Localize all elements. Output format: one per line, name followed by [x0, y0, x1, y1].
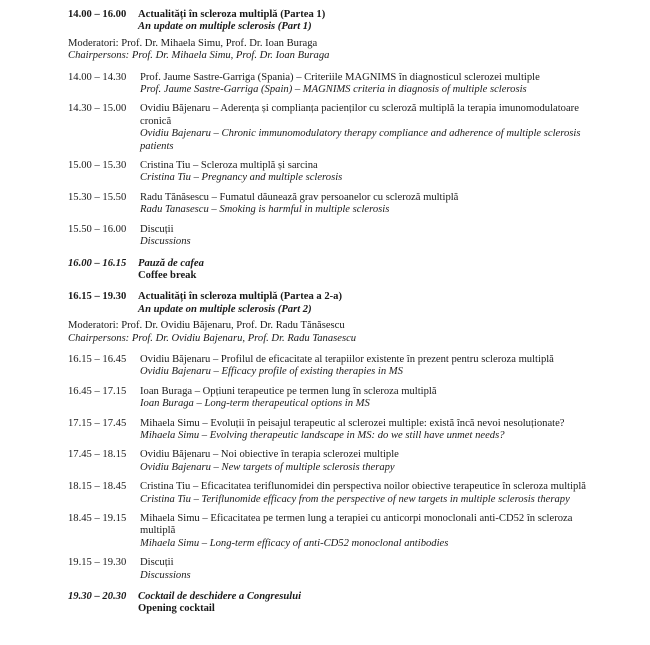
program-item	[68, 224, 588, 249]
item-title-en: Ovidiu Bajenaru – New targets of multiple sclerosis therapy	[140, 461, 395, 473]
program-item	[68, 103, 588, 153]
moderators	[68, 320, 588, 345]
session-title-en: An update on multiple sclerosis (Part 2)	[138, 303, 312, 315]
item-title-en: Discussions	[140, 236, 191, 248]
item-time: 14.30 – 15.00	[68, 103, 127, 115]
break-title-en: Coffee break	[138, 269, 197, 281]
item-title-en: Ovidiu Bajenaru – Efficacy profile of existing therapies in MS	[140, 366, 403, 378]
item-title-en: Discussions	[140, 569, 191, 581]
program-item	[68, 557, 588, 582]
break-title-ro: Pauză de cafea	[138, 257, 204, 269]
program-item	[68, 481, 588, 506]
program-item	[68, 354, 588, 379]
program-page	[68, 9, 588, 616]
program-item	[68, 386, 588, 411]
program-item	[68, 513, 588, 550]
item-title-en: Mihaela Simu – Evolving therapeutic landscape in MS: do we still have unmet needs?	[140, 429, 505, 441]
session-title-ro: Actualități în scleroza multiplă (Partea a 2-a)	[138, 291, 342, 303]
session-title-ro: Actualități în scleroza multiplă (Partea 1)	[138, 9, 326, 20]
item-title-ro: Cristina Tiu – Scleroza multiplă și sarcina	[140, 160, 318, 172]
item-time: 16.45 – 17.15	[68, 385, 127, 397]
item-title-en: Ovidiu Bajenaru – Chronic immunomodulatory therapy compliance and adherence of multiple sclerosis patients	[140, 128, 581, 152]
moderators-en: Chairpersons: Prof. Dr. Mihaela Simu, Prof. Dr. Ioan Buraga	[68, 50, 330, 62]
item-title-en: Cristina Tiu – Pregnancy and multiple sclerosis	[140, 172, 343, 184]
item-title-ro: Discuții	[140, 223, 174, 235]
item-title-ro: Ovidiu Băjenaru – Profilul de eficacitate al terapiilor existente în prezent pentru scleroza multiplă	[140, 353, 554, 365]
break-title-ro: Cocktail de deschidere a Congresului	[138, 591, 302, 603]
item-time: 15.50 – 16.00	[68, 223, 127, 235]
session-header	[68, 291, 588, 316]
moderators-en: Chairpersons: Prof. Dr. Ovidiu Bajenaru, Prof. Dr. Radu Tanasescu	[68, 332, 357, 344]
item-time: 18.45 – 19.15	[68, 513, 127, 524]
item-title-ro: Ioan Buraga – Opțiuni terapeutice pe termen lung în scleroza multiplă	[140, 385, 437, 397]
item-title-ro: Radu Tănăsescu – Fumatul dăunează grav persoanelor cu scleroză multiplă	[140, 191, 459, 203]
session-title-en: An update on multiple sclerosis (Part 1)	[138, 21, 312, 33]
item-title-en: Ioan Buraga – Long-term therapeutical options in MS	[140, 398, 370, 410]
item-title-ro: Cristina Tiu – Eficacitatea teriflunomidei din perspectiva noilor obiective terapeutice în scleroza multiplă	[140, 481, 586, 493]
break-time: 19.30 – 20.30	[68, 591, 127, 603]
item-title-ro: Mihaela Simu – Evoluții în peisajul terapeutic al sclerozei multiple: există încă nevoi nesoluționate?	[140, 417, 565, 429]
item-title-en: Radu Tanasescu – Smoking is harmful in multiple sclerosis	[140, 204, 390, 216]
item-title-ro: Prof. Jaume Sastre-Garriga (Spania) – Criteriile MAGNIMS în diagnosticul sclerozei multiple	[140, 71, 540, 83]
program-item	[68, 449, 588, 474]
item-title-en: Mihaela Simu – Long-term efficacy of anti-CD52 monoclonal antibodies	[140, 537, 449, 549]
moderators	[68, 38, 588, 63]
session-header	[68, 9, 588, 34]
item-title-en: Prof. Jaume Sastre-Garriga (Spain) – MAGNIMS criteria in diagnosis of multiple sclerosis	[140, 84, 527, 96]
item-title-ro: Ovidiu Băjenaru – Noi obiective în terapia sclerozei multiple	[140, 449, 399, 461]
item-time: 15.00 – 15.30	[68, 160, 127, 172]
item-time: 16.15 – 16.45	[68, 353, 127, 365]
program-item	[68, 418, 588, 443]
program-item	[68, 160, 588, 185]
moderators-ro: Moderatori: Prof. Dr. Ovidiu Băjenaru, Prof. Dr. Radu Tănăsescu	[68, 320, 345, 332]
item-title-ro: Discuții	[140, 557, 174, 569]
item-time: 17.15 – 17.45	[68, 417, 127, 429]
item-time: 18.15 – 18.45	[68, 481, 127, 493]
session-time: 14.00 – 16.00	[68, 9, 127, 20]
item-time: 19.15 – 19.30	[68, 557, 127, 569]
program-item	[68, 192, 588, 217]
item-title-ro: Ovidiu Băjenaru – Aderența și complianța pacienților cu scleroză multiplă la terapia imunomodulatoare cronică	[140, 103, 579, 127]
break-title-en: Opening cocktail	[138, 603, 215, 615]
item-title-en: Cristina Tiu – Teriflunomide efficacy from the perspective of new targets in multiple sclerosis therapy	[140, 493, 570, 505]
coffee-break	[68, 258, 588, 283]
opening-cocktail	[68, 591, 588, 616]
program-item	[68, 72, 588, 97]
break-time: 16.00 – 16.15	[68, 257, 127, 269]
session-time: 16.15 – 19.30	[68, 291, 127, 303]
item-time: 14.00 – 14.30	[68, 71, 127, 83]
moderators-ro: Moderatori: Prof. Dr. Mihaela Simu, Prof. Dr. Ioan Buraga	[68, 37, 318, 49]
item-time: 15.30 – 15.50	[68, 191, 127, 203]
item-title-ro: Mihaela Simu – Eficacitatea pe termen lung a terapiei cu anticorpi monoclonali anti-CD52 în scleroza multiplă	[140, 513, 573, 537]
item-time: 17.45 – 18.15	[68, 449, 127, 461]
